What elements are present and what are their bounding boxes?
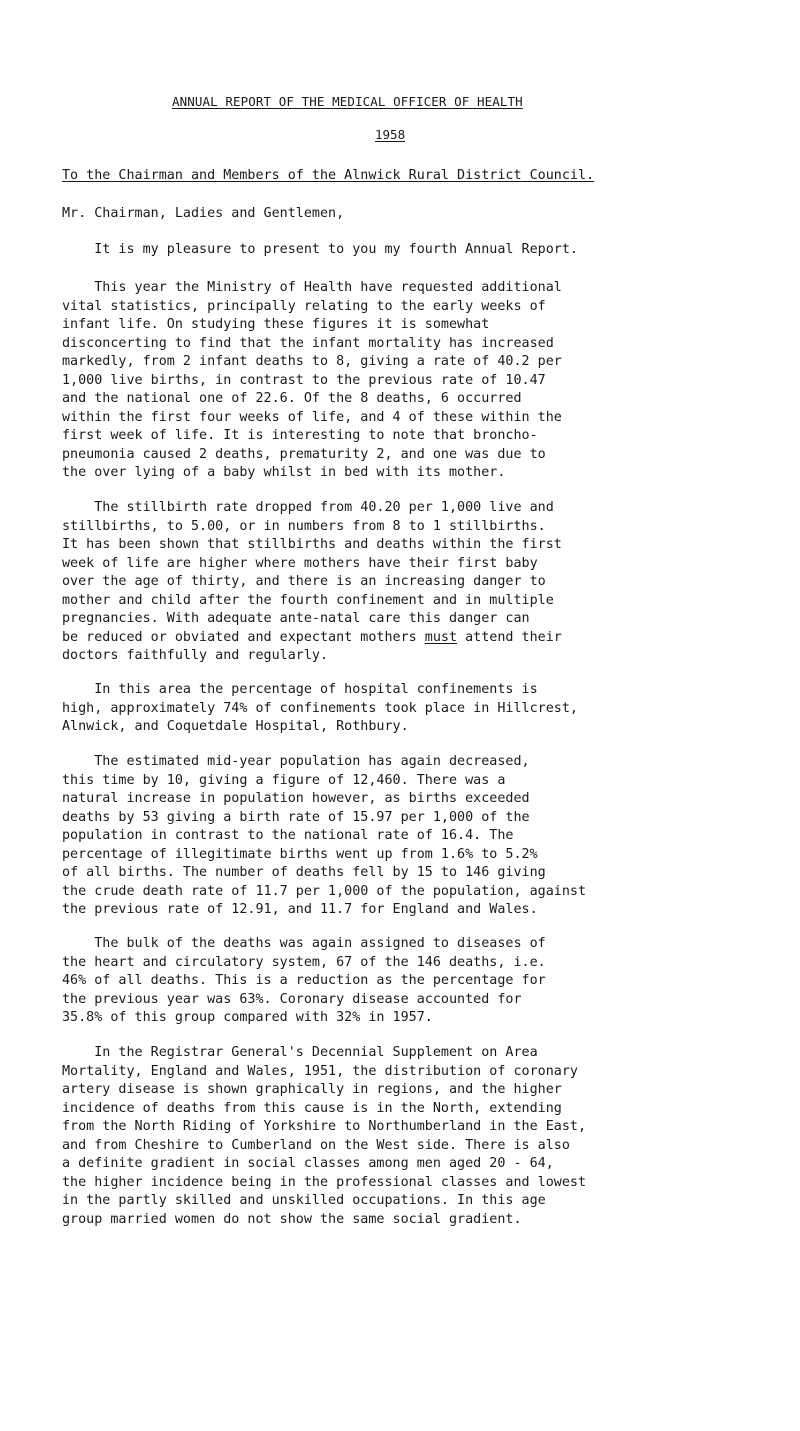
text-line: the heart and circulatory system, 67 of the 146 deaths, i.e. — [62, 954, 546, 970]
text-line: the higher incidence being in the professional classes and lowest — [62, 1174, 587, 1190]
text-line: week of life are higher where mothers have their first baby — [62, 555, 538, 571]
paragraph-stillbirths — [62, 499, 800, 666]
paragraph-population — [62, 753, 800, 920]
text-line: population in contrast to the national rate of 16.4. The — [62, 828, 514, 843]
report-year: 1958 — [375, 127, 406, 142]
text-line: the previous year was 63%. Coronary disease accounted for — [62, 991, 522, 1007]
text-line: In this area the percentage of hospital confinements is — [62, 682, 538, 697]
text-line: in the partly skilled and unskilled occupations. In this age — [62, 1193, 546, 1208]
text-line: markedly, from 2 infant deaths to 8, giving a rate of 40.2 per — [62, 354, 562, 369]
text-line: be reduced or obviated and expectant mothers must attend their — [62, 629, 562, 645]
text-line: and from Cheshire to Cumberland on the West side. There is also — [62, 1137, 570, 1153]
text-line: of all births. The number of deaths fell by 15 to 146 giving — [62, 865, 546, 880]
text-line: 46% of all deaths. This is a reduction as the percentage for — [62, 973, 546, 988]
paragraph-hospital-confinements — [62, 681, 800, 737]
text-line: Mortality, England and Wales, 1951, the distribution of coronary — [62, 1063, 578, 1079]
text-line: artery disease is shown graphically in regions, and the higher — [62, 1082, 562, 1097]
text-line: group married women do not show the same social gradient. — [62, 1211, 522, 1227]
text-line: This year the Ministry of Health have requested additional — [62, 280, 562, 295]
text-line: Alnwick, and Coquetdale Hospital, Rothbury. — [62, 719, 409, 734]
text-line: this time by 10, giving a figure of 12,460. There was a — [62, 772, 506, 788]
text-line: high, approximately 74% of confinements took place in Hillcrest, — [62, 700, 578, 716]
text-line: 1,000 live births, in contrast to the previous rate of 10.47 — [62, 372, 546, 388]
text-line: The bulk of the deaths was again assigned to diseases of — [62, 936, 546, 951]
text-line: first week of life. It is interesting to note that broncho- — [62, 428, 538, 443]
paragraph-heart-disease — [62, 935, 800, 1028]
text-line: over the age of thirty, and there is an increasing danger to — [62, 574, 546, 589]
report-title: ANNUAL REPORT OF THE MEDICAL OFFICER OF HEALTH — [172, 94, 523, 109]
text-line: doctors faithfully and regularly. — [62, 648, 329, 663]
text-line: disconcerting to find that the infant mortality has increased — [62, 335, 554, 351]
text-line: within the first four weeks of life, and 4 of these within the — [62, 409, 562, 425]
text-line: deaths by 53 giving a birth rate of 15.97 per 1,000 of the — [62, 809, 530, 825]
text-line: mother and child after the fourth confinement and in multiple — [62, 592, 554, 608]
text-line: from the North Riding of Yorkshire to Northumberland in the East, — [62, 1119, 587, 1134]
text-line: It is my pleasure to present to you my fourth Annual Report. — [62, 242, 578, 257]
text-line: 35.8% of this group compared with 32% in 1957. — [62, 1010, 433, 1025]
text-line: percentage of illegitimate births went up from 1.6% to 5.2% — [62, 846, 538, 862]
addressee-line: To the Chairman and Members of the Alnwick Rural District Council. — [62, 168, 595, 183]
text-line: pregnancies. With adequate ante-natal care this danger can — [62, 611, 530, 626]
text-line: In the Registrar General's Decennial Supplement on Area — [62, 1045, 538, 1060]
text-line: stillbirths, to 5.00, or in numbers from 8 to 1 stillbirths. — [62, 518, 546, 534]
text-line: and the national one of 22.6. Of the 8 deaths, 6 occurred — [62, 391, 522, 406]
text-line: a definite gradient in social classes among men aged 20 - 64, — [62, 1156, 554, 1171]
text-line: vital statistics, principally relating to the early weeks of — [62, 298, 546, 314]
salutation: Mr. Chairman, Ladies and Gentlemen, — [62, 206, 345, 221]
text-line: natural increase in population however, as births exceeded — [62, 791, 530, 806]
paragraph-intro — [62, 241, 800, 260]
emphasis-underline: must — [424, 629, 458, 645]
text-line: the over lying of a baby whilst in bed with its mother. — [62, 465, 506, 480]
text-line: The stillbirth rate dropped from 40.20 per 1,000 live and — [62, 500, 554, 515]
text-line: the crude death rate of 11.7 per 1,000 of the population, against — [62, 883, 587, 899]
paragraph-coronary-distribution — [62, 1044, 800, 1229]
paragraph-infant-mortality — [62, 279, 800, 483]
text-line: incidence of deaths from this cause is in the North, extending — [62, 1100, 562, 1116]
text-line: It has been shown that stillbirths and deaths within the first — [62, 537, 562, 552]
text-line: The estimated mid-year population has again decreased, — [62, 754, 530, 769]
text-line: the previous rate of 12.91, and 11.7 for England and Wales. — [62, 902, 538, 917]
text-line: infant life. On studying these figures it is somewhat — [62, 317, 490, 332]
text-line: pneumonia caused 2 deaths, prematurity 2, and one was due to — [62, 446, 546, 462]
